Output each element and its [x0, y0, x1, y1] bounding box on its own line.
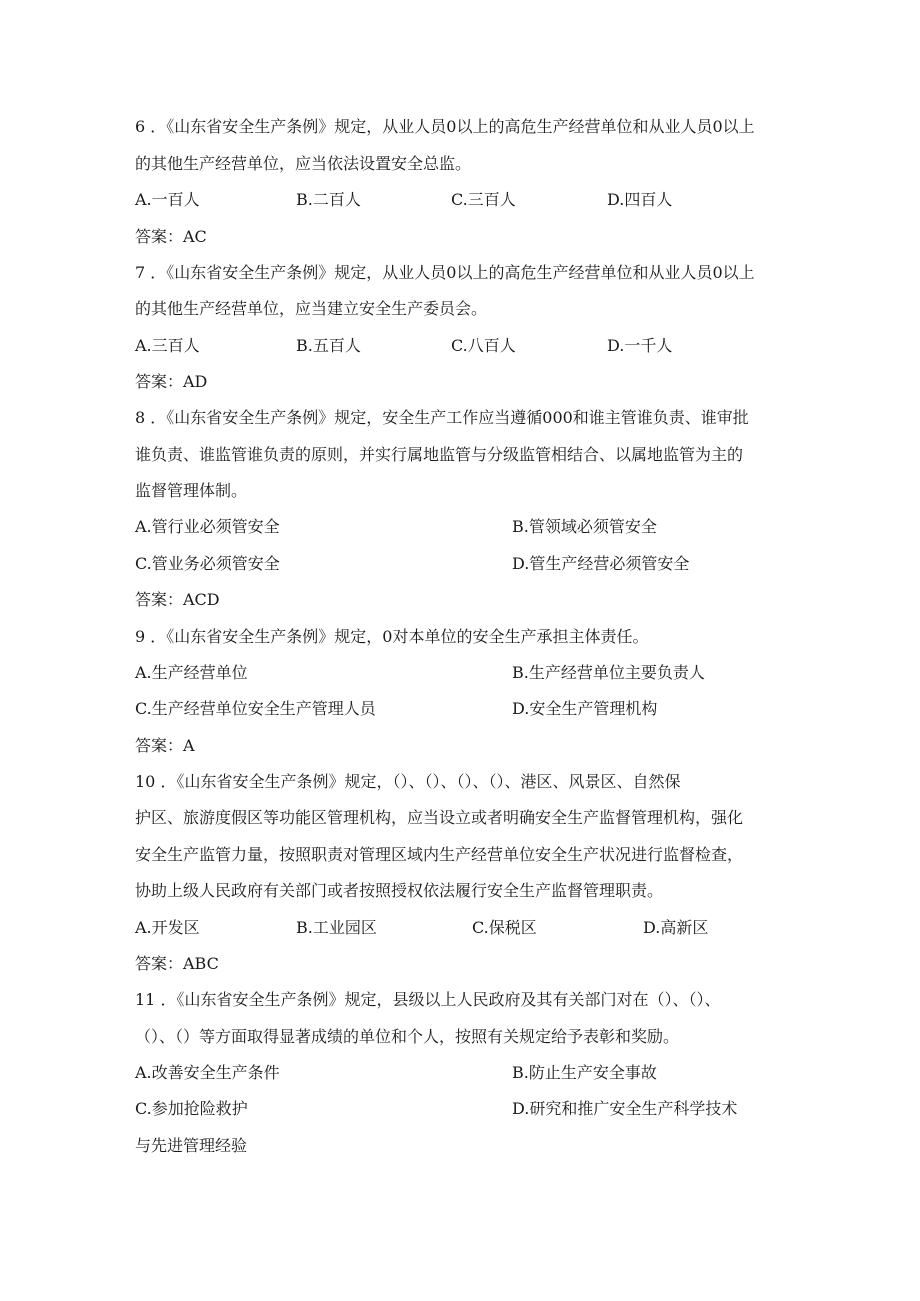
question-9-option-b: B.生产经营单位主要负责人	[512, 663, 705, 682]
question-8-line-1: 8 ．《山东省安全生产条例》规定，安全生产工作应当遵循000和谁主管谁负责、谁审批	[135, 408, 749, 427]
question-10-option-a: A.开发区	[135, 918, 200, 937]
question-6-answer: 答案：AC	[135, 227, 207, 246]
question-11-option-b: B.防止生产安全事故	[512, 1063, 657, 1082]
question-8-line-3: 监督管理体制。	[135, 481, 248, 500]
question-8-option-a: A.管行业必须管安全	[135, 517, 280, 536]
question-10-line-3: 安全生产监管力量，按照职责对管理区域内生产经营单位安全生产状况进行监督检查，	[135, 845, 744, 864]
question-11-option-a: A.改善安全生产条件	[135, 1063, 280, 1082]
question-10-line-4: 协助上级人民政府有关部门或者按照授权依法履行安全生产监督管理职责。	[135, 881, 664, 900]
question-7-option-d: D.一千人	[607, 336, 673, 355]
question-7-answer: 答案：AD	[135, 372, 208, 391]
question-7-line-2: 的其他生产经营单位，应当建立安全生产委员会。	[135, 299, 488, 318]
question-10-answer: 答案：ABC	[135, 954, 219, 973]
question-6-option-c: C.三百人	[451, 190, 516, 209]
question-10-option-d: D.高新区	[643, 918, 709, 937]
question-6-line-1: 6 ．《山东省安全生产条例》规定，从业人员0以上的高危生产经营单位和从业人员0以上	[135, 117, 755, 136]
question-10-line-1: 10 ．《山东省安全生产条例》规定，（）、（）、（）、（）、港区、风景区、自然保	[135, 772, 681, 791]
question-7-option-c: C.八百人	[451, 336, 516, 355]
question-11-continuation: 与先进管理经验	[135, 1136, 248, 1155]
question-7-option-b: B.五百人	[296, 336, 361, 355]
question-6-option-d: D.四百人	[607, 190, 673, 209]
question-10-option-b: B.工业园区	[296, 918, 377, 937]
question-10-line-2: 护区、旅游度假区等功能区管理机构，应当设立或者明确安全生产监督管理机构，强化	[135, 808, 744, 827]
question-7-option-a: A.三百人	[135, 336, 200, 355]
question-11-option-c: C.参加抢险救护	[135, 1099, 248, 1118]
question-9-answer: 答案：A	[135, 736, 195, 755]
question-9-option-d: D.安全生产管理机构	[512, 699, 658, 718]
question-11-option-d: D.研究和推广安全生产科学技术	[512, 1099, 738, 1118]
question-11-line-2: （）、（）等方面取得显著成绩的单位和个人，按照有关规定给予表彰和奖励。	[135, 1027, 680, 1046]
question-8-option-b: B.管领域必须管安全	[512, 517, 657, 536]
question-10-option-c: C.保税区	[472, 918, 537, 937]
question-8-answer: 答案：ACD	[135, 590, 220, 609]
question-8-option-d: D.管生产经营必须管安全	[512, 554, 690, 573]
question-9-option-c: C.生产经营单位安全生产管理人员	[135, 699, 376, 718]
question-9-option-a: A.生产经营单位	[135, 663, 248, 682]
question-8-line-2: 谁负责、谁监管谁负责的原则，并实行属地监管与分级监管相结合、以属地监管为主的	[135, 445, 744, 464]
question-6-option-b: B.二百人	[296, 190, 361, 209]
question-8-option-c: C.管业务必须管安全	[135, 554, 280, 573]
question-11-line-1: 11 ．《山东省安全生产条例》规定，县级以上人民政府及其有关部门对在（）、（）、	[135, 990, 721, 1009]
question-6-line-2: 的其他生产经营单位，应当依法设置安全总监。	[135, 154, 472, 173]
question-9-line-1: 9 ．《山东省安全生产条例》规定，0对本单位的安全生产承担主体责任。	[135, 627, 649, 646]
question-6-option-a: A.一百人	[135, 190, 200, 209]
question-7-line-1: 7 ．《山东省安全生产条例》规定，从业人员0以上的高危生产经营单位和从业人员0以上	[135, 263, 755, 282]
